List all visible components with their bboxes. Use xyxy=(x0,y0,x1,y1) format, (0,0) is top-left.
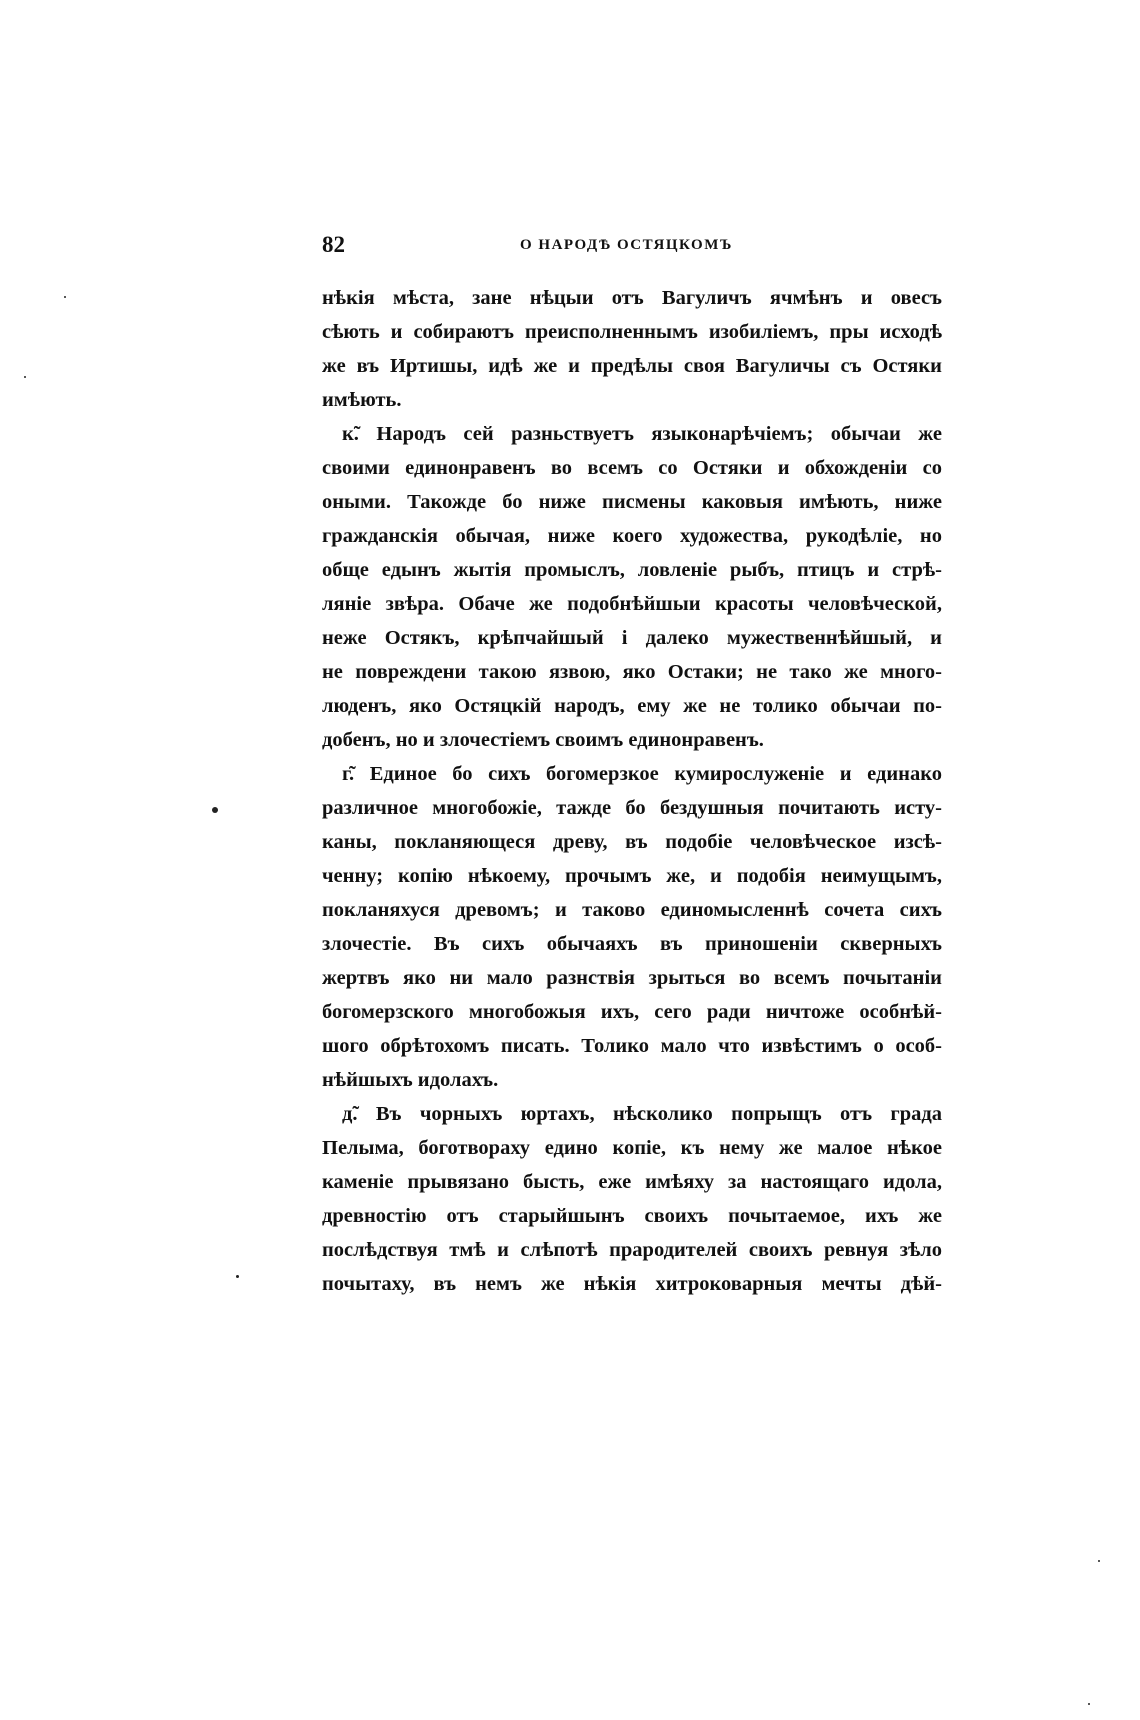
text-line: богомерзского многобожыя ихъ, сего ради ничтоже особнѣй- xyxy=(322,1001,942,1023)
text-line: злочестіе. Въ сихъ обычаяхъ въ приношеніи скверныхъ xyxy=(322,933,942,955)
text-line: к̃. Народъ сей разньствуетъ языконарѣчіемъ; обычаи же xyxy=(342,423,942,445)
text-line: же въ Иртишы, идѣ же и предѣлы своя Вагуличы съ Остяки xyxy=(322,355,942,377)
text-line: жертвъ яко ни мало разнствія зрыться во всемъ почытаніи xyxy=(322,967,942,989)
text-line: каменіе прывязано бысть, еже имѣяху за настоящаго идола, xyxy=(322,1171,942,1193)
text-line: шого обрѣтохомъ писать. Толико мало что извѣстимъ о особ- xyxy=(322,1035,942,1057)
text-line: послѣдствуя тмѣ и слѣпотѣ прародителей своихъ ревнуя зѣло xyxy=(322,1239,942,1261)
text-line: оными. Такожде бо ниже писмены каковыя имѣють, ниже xyxy=(322,491,942,513)
text-line: различное многобожіе, тажде бо бездушныя почитають исту- xyxy=(322,797,942,819)
paragraph-1 xyxy=(322,281,942,417)
running-head xyxy=(322,232,952,266)
paragraph-4 xyxy=(322,1097,942,1301)
text-line: покланяхуся древомъ; и таково единомысленнѣ сочета сихъ xyxy=(322,899,942,921)
text-line: люденъ, яко Остяцкій народъ, ему же не толико обычаи по- xyxy=(322,695,942,717)
text-line: не повреждени такою язвою, яко Остаки; не тако же много- xyxy=(322,661,942,683)
paragraph-2 xyxy=(322,417,942,757)
scan-speck xyxy=(1088,1703,1090,1705)
text-line: своими единонравенъ во всемъ со Остяки и обхожденіи со xyxy=(322,457,942,479)
scan-speck xyxy=(236,1275,239,1278)
text-line: сѣють и собираютъ преисполненнымъ изобиліемъ, пры исходѣ xyxy=(322,321,942,343)
text-line: г̃. Единое бо сихъ богомерзкое кумирослуженіе и единако xyxy=(342,763,942,785)
text-line: неже Остякъ, крѣпчайшый і далеко мужественнѣйшый, и xyxy=(322,627,942,649)
scan-speck xyxy=(1098,1560,1100,1562)
text-line: нѣкія мѣста, зане нѣцыи отъ Вагуличъ ячмѣнъ и овесъ xyxy=(322,287,942,309)
text-line: древностію отъ старыйшынъ своихъ почытаемое, ихъ же xyxy=(322,1205,942,1227)
text-line: гражданскія обычая, ниже коего художества, рукодѣліе, но xyxy=(322,525,942,547)
text-line: нѣйшыхъ идолахъ. xyxy=(322,1069,499,1091)
text-line: обще едынъ жытія промыслъ, ловленіе рыбъ, птицъ и стрѣ- xyxy=(322,559,942,581)
scan-speck xyxy=(212,807,218,813)
page-number: 82 xyxy=(322,232,345,257)
scan-speck xyxy=(64,296,66,298)
paragraph-3 xyxy=(322,757,942,1097)
text-line: почытаху, въ немъ же нѣкія хитроковарныя мечты дѣй- xyxy=(322,1273,942,1295)
text-line: ченну; копію нѣкоему, прочымъ же, и подобія неимущымъ, xyxy=(322,865,942,887)
text-line: ляніе звѣра. Обаче же подобнѣйшыи красоты человѣческой, xyxy=(322,593,942,615)
text-line: имѣють. xyxy=(322,389,402,411)
text-line: добенъ, но и злочестіемъ своимъ единонравенъ. xyxy=(322,729,764,751)
text-line: Пелыма, боготвораху едино копіе, къ нему же малое нѣкое xyxy=(322,1137,942,1159)
text-line: каны, покланяющеся древу, въ подобіе человѣческое изсѣ- xyxy=(322,831,942,853)
text-line: д̃. Въ чорныхъ юртахъ, нѣсколико попрыщъ отъ града xyxy=(342,1103,942,1125)
running-title: О НАРОДѢ ОСТЯЦКОМЪ xyxy=(520,237,733,253)
scan-speck xyxy=(24,376,26,378)
body-text xyxy=(322,281,942,1301)
